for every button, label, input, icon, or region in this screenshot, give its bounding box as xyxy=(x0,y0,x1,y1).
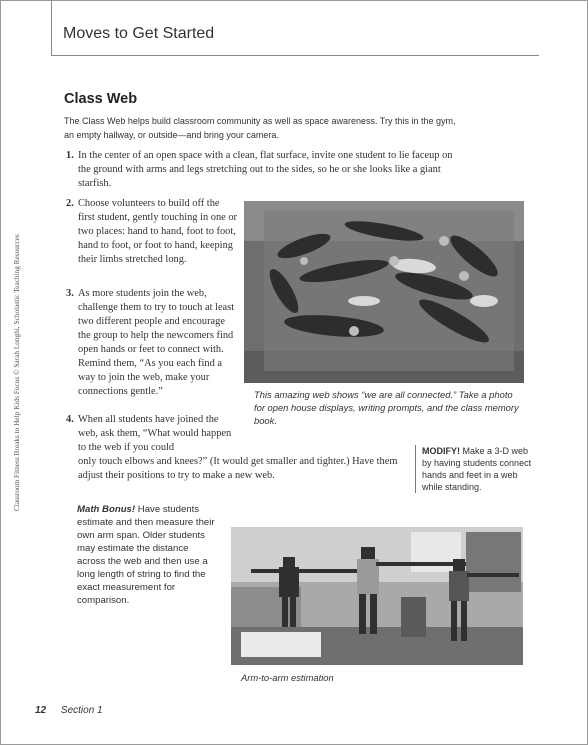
step-text: Choose volunteers to build off the first student, gently touching in one or two places: hand to hand, foot to foot, hand to foot, or foot to hand, keeping their limbs stretched long. xyxy=(78,198,238,265)
page-footer xyxy=(35,705,103,716)
math-bonus-label: Math Bonus! xyxy=(77,504,136,515)
step-1 xyxy=(66,149,458,191)
class-web-photo-image xyxy=(244,201,524,383)
step-text-a: When all students have joined the web, ask them, “What would happen to the web if you could xyxy=(78,414,232,453)
modify-tip xyxy=(415,445,538,493)
step-text: In the center of an open space with a clean, flat surface, invite one student to lie faceup on the ground with arms and legs stretching out to the sides, so he or she looks like a giant starfish. xyxy=(78,150,453,189)
class-web-photo xyxy=(244,201,524,383)
step-3 xyxy=(66,287,240,399)
header-divider-vertical xyxy=(51,1,52,55)
side-credit-text: Classroom Fitness Breaks to Help Kids Focus © Sarah Longhi, Scholastic Teaching Resources xyxy=(12,234,21,511)
math-bonus xyxy=(77,503,219,607)
math-bonus-text: Have students estimate and then measure their own arm span. Older students may estimate the distance across the web and then use a long length of string to find the exact measurement for comparison. xyxy=(77,504,215,606)
step-number: 1. xyxy=(66,150,74,161)
section-intro: The Class Web helps build classroom community as well as space awareness. Try this in the gym, an empty hallway, or outside—and bring your camera. xyxy=(64,116,456,140)
step-number: 2. xyxy=(66,198,74,209)
modify-text: Make a 3-D web by having students connect hands and feet in a web while standing. xyxy=(422,446,532,492)
step-text-b: only touch elbows and knees?” (It would get smaller and tighter.) Have them adjust their positions to try to make a new web. xyxy=(78,456,398,481)
step-number: 4. xyxy=(66,414,74,425)
step-4-continued xyxy=(78,455,398,483)
page-number: 12 xyxy=(35,705,47,716)
step-number: 3. xyxy=(66,288,74,299)
header-title: Moves to Get Started xyxy=(63,25,215,42)
class-web-photo-caption: This amazing web shows “we are all connected.” Take a photo for open house displays, writing prompts, and the class memory book. xyxy=(254,389,519,426)
section-title: Class Web xyxy=(64,91,138,107)
arm-span-photo xyxy=(231,527,523,665)
step-4 xyxy=(66,413,238,455)
step-text: As more students join the web, challenge them to try to touch at least two different people and encourage the group to help the newcomers find open hands or feet to connect with. Remind them, “As you each find a way to join the web, make your connections gentle.” xyxy=(78,288,235,397)
header-divider xyxy=(51,55,539,56)
modify-label: MODIFY! xyxy=(422,446,460,456)
step-2 xyxy=(66,197,238,267)
footer-section: Section 1 xyxy=(60,705,103,716)
arm-span-photo-caption: Arm-to-arm estimation xyxy=(241,672,334,683)
arm-span-photo-image xyxy=(231,527,523,665)
